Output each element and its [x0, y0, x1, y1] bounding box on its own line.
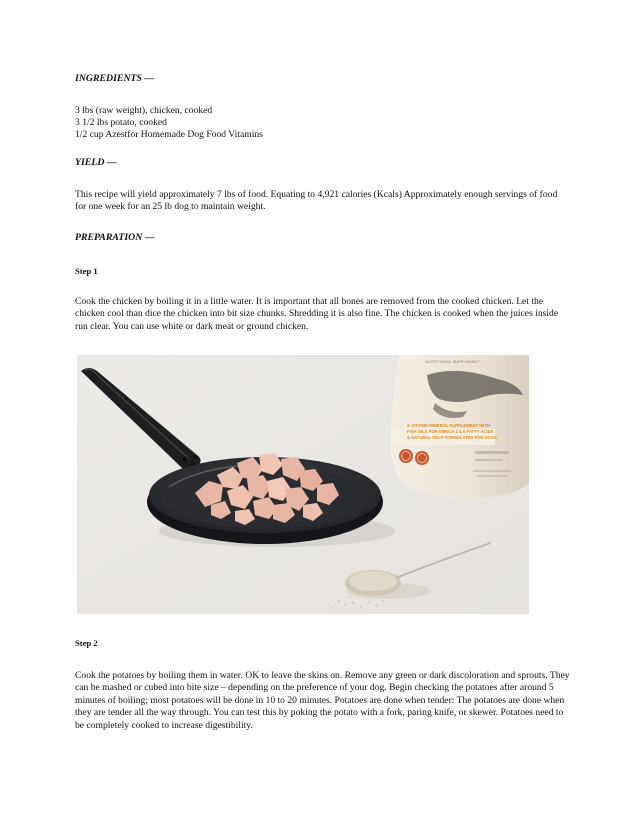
- bag-line-1: & VITAMIN MINERAL SUPPLEMENT WITH: [407, 423, 490, 428]
- supplement-bag: [391, 355, 529, 498]
- yield-heading: YIELD —: [75, 157, 117, 168]
- ingredient-item: 3 1/2 lbs potato, cooked: [75, 117, 167, 128]
- step-2-label: Step 2: [75, 638, 98, 648]
- step-1-label: Step 1: [75, 266, 98, 276]
- yield-text: This recipe will yield approximately 7 lbs of food. Equating to 4,921 calories (Kcals) Approximately enough servings of food for one week for an 25 lb dog to maintain weight.: [75, 189, 558, 213]
- preparation-heading: PREPARATION —: [75, 232, 155, 243]
- bag-top-text: NUTRITIONAL SUPPLEMENT: [425, 359, 480, 364]
- ingredient-item: 3 lbs (raw weight), chicken, cooked: [75, 105, 213, 116]
- step-1-text: Cook the chicken by boiling it in a little water. It is important that all bones are removed from the cooked chicken. Let the chicken cool than dice the chicken into bit size chunks. Shredding it is also fine. The chicken is cooked when the juices inside run clear. You can use white or dark meat or ground chicken.: [75, 296, 559, 332]
- step-2-text: Cook the potatoes by boiling them in water. OK to leave the skins on. Remove any green or dark discoloration and sprouts. They can be mashed or cubed into bite size – depending on the preference of your dog. Begin checking the potatoes after around 5 minutes of boiling; most potatoes will be done in 10 to 20 minutes. Potatoes are done when tender: The potatoes are done when they are tender all the way through. You can test this by poking the potato with a fork, paring knife, or skewer. Potatoes need to be completely cooked to increase digestibility.: [75, 670, 570, 731]
- bag-line-2: FISH OILS FOR OMEGA 3 & 6 FATTY ACIDS: [407, 429, 494, 434]
- ingredient-item: 1/2 cup Azestfor Homemade Dog Food Vitamins: [75, 129, 263, 140]
- chicken-skillet-photo: [77, 355, 529, 614]
- ingredients-heading: INGREDIENTS —: [75, 73, 155, 84]
- bag-line-3: & NATURAL KELP FORMULATED FOR DOGS: [407, 435, 497, 440]
